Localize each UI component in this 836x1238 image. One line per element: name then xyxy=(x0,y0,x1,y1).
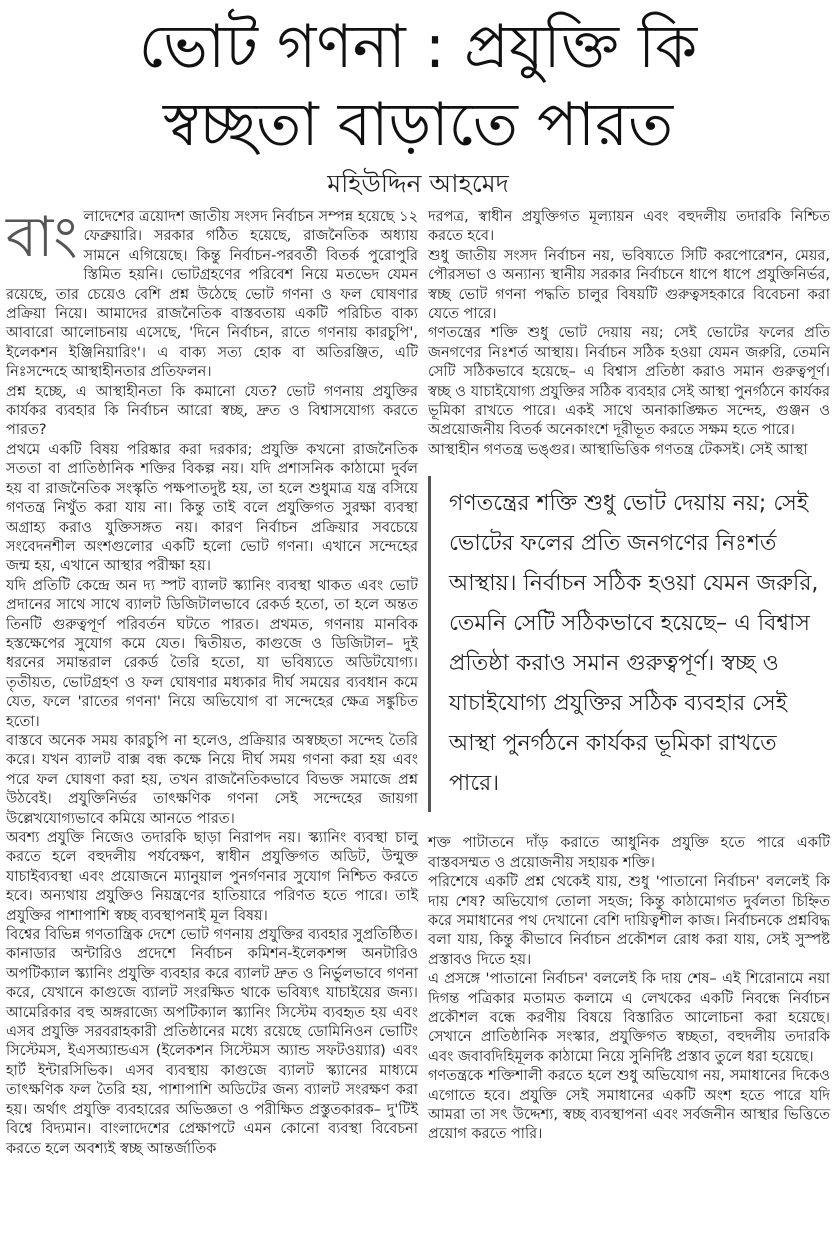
left-column xyxy=(6,205,418,1159)
paragraph: পরিশেষে একটি প্রশ্ন থেকেই যায়, শুধু 'পাতানো নির্বাচন' বললেই কি দায় শেষ? অভিযোগ তোলা সহজ; কিন্তু কাঠামোগত দুর্বলতা চিহ্নিত করে সমাধানের পথ দেখানো বেশি দায়িত্বশীল কাজ। নির্বাচনকে প্রশ্নবিদ্ধ বলা যায়, কিন্তু কীভাবে নির্বাচন প্রকৌশল রোধ করা যায়, সেই সুস্পষ্ট প্রস্তাবও দিতে হয়। xyxy=(428,874,830,968)
paragraph: গণতন্ত্রের শক্তি শুধু ভোট দেয়ায় নয়; সেই ভোটের ফলের প্রতি জনগণের নিঃশর্ত আস্থায়। নির্বাচন সঠিক হওয়া যেমন জরুরি, তেমনি সেটি সঠিকভাবে হয়েছে– এ বিশ্বাস প্রতিষ্ঠা করাও সমান গুরুত্বপূর্ণ। স্বচ্ছ ও যাচাইযোগ্য প্রযুক্তির সঠিক ব্যবহার সেই আস্থা পুনর্গঠনে কার্যকর ভূমিকা রাখতে পারে। একই সাথে অনাকাঙ্ক্ষিত সন্দেহ, গুঞ্জন ও অপ্রয়োজনীয় বিতর্ক অনেকাংশে দূরীভূত করতে সক্ষম হতে পারে। xyxy=(428,325,830,439)
paragraph: আস্থাহীন গণতন্ত্র ভঙ্গুর। আস্থাভিত্তিক গণতন্ত্র টেকসই। সেই আস্থা xyxy=(428,441,808,458)
paragraph-text: লাদেশের ত্রয়োদশ জাতীয় সংসদ নির্বাচন সম্পন্ন হয়েছে ১২ ফেব্রুয়ারি। সরকার গঠিত হয়েছে, রাজনৈতিক অধ্যায় সামনে এগিয়েছে। কিন্তু নির্বাচন-পরবর্তী বিতর্ক পুরোপুরি স্তিমিত হয়নি। ভোটগ্রহণের পরিবেশ নিয়ে মতভেদ যেমন রয়েছে, তার চেয়েও বেশি প্রশ্ন উঠেছে ভোট গণনা ও ফল ঘোষণার প্রক্রিয়া নিয়ে। আমাদের রাজনৈতিক বাস্তবতায় একটি পরিচিত বাক্য আবারো আলোচনায় এসেছে, 'দিনে নির্বাচন, রাতে গণনায় কারচুপি', ইলেকশন ইঞ্জিনিয়ারিং'। এ বাক্য সত্য হোক বা অতিরঞ্জিত, এটি নিঃসন্দেহে আস্থাহীনতার প্রতিফলন। xyxy=(6,209,418,381)
paragraph: দরপত্র, স্বাধীন প্রযুক্তিগত মূল্যায়ন এবং বহুদলীয় তদারকি নিশ্চিত করতে হবে। xyxy=(428,209,830,245)
right-column xyxy=(428,208,830,1145)
article-header xyxy=(0,0,836,200)
drop-cap: বাং xyxy=(6,205,78,270)
paragraph xyxy=(6,205,418,383)
paragraph: বাস্তবে অনেক সময় কারচুপি না হলেও, প্রক্রিয়ার অস্বচ্ছতা সন্দেহ তৈরি করে। যখন ব্যালট বাক্স বন্ধ কক্ষে নিয়ে দীর্ঘ সময় গণনা করা হয় এবং পরে ফল ঘোষণা করা হয়, তখন রাজনৈতিকভাবে বিভক্ত সমাজে প্রশ্ন উঠবেই। প্রযুক্তিনির্ভর তাৎক্ষণিক গণনা সেই সন্দেহের জায়গা উল্লেখযোগ্যভাবে কমিয়ে আনতে পারত। xyxy=(6,732,418,827)
author-byline: মহিউদ্দিন আহমেদ xyxy=(327,169,509,198)
paragraph: শুধু জাতীয় সংসদ নির্বাচন নয়, ভবিষ্যতে সিটি করপোরেশন, মেয়র, পৌরসভা ও অন্যান্য স্থানীয় সরকার নির্বাচনে ধাপে ধাপে প্রযুক্তিনির্ভর, স্বচ্ছ ভোট গণনা পদ্ধতি চালুর বিষয়টি গুরুত্বসহকারে বিবেচনা করা যেতে পারে। xyxy=(428,247,830,323)
paragraph: প্রশ্ন হচ্ছে, এ আস্থাহীনতা কি কমানো যেত? ভোট গণনায় প্রযুক্তির কার্যকর ব্যবহার কি নির্বাচন আরো স্বচ্ছ, দ্রুত ও বিশ্বাসযোগ্য করতে পারত? xyxy=(6,383,418,439)
paragraph: অবশ্য প্রযুক্তি নিজেও তদারকি ছাড়া নিরাপদ নয়। স্ক্যানিং ব্যবস্থা চালু করতে হলে বহুদলীয় পর্যবেক্ষণ, স্বাধীন প্রযুক্তিগত অডিট, উন্মুক্ত যাচাইব্যবস্থা এবং প্রয়োজনে ম্যানুয়াল পুনর্গণনার সুযোগ নিশ্চিত করতে হবে। অন্যথায় প্রযুক্তিও নিয়ন্ত্রণের হাতিয়ারে পরিণত হতে পারে। তাই প্রযুক্তির পাশাপাশি স্বচ্ছ ব্যবস্থাপনাই মূল বিষয়। xyxy=(6,830,418,924)
paragraph: এ প্রসঙ্গে 'পাতানো নির্বাচন' বললেই কি দায় শেষ– এই শিরোনামে নয়া দিগন্ত পত্রিকার মতামত কলামে এ লেখকের একটি নিবন্ধে নির্বাচন প্রকৌশল বন্ধে করণীয় বিষয়ে বিস্তারিত আলোচনা করা হয়েছে। সেখানে প্রাতিষ্ঠানিক সংস্কার, প্রযুক্তিগত স্বচ্ছতা, বহুদলীয় তদারকি এবং জবাবদিহিমূলক কাঠামো নিয়ে সুনির্দিষ্ট প্রস্তাব তুলে ধরা হয়েছে। xyxy=(428,971,830,1065)
headline-line-1: ভোট গণনা : প্রযুক্তি কি xyxy=(138,12,698,82)
right-column-top xyxy=(428,208,830,460)
right-column-bottom xyxy=(428,834,830,1145)
pull-quote: গণতন্ত্রের শক্তি শুধু ভোট দেয়ায় নয়; সেই ভোটের ফলের প্রতি জনগণের নিঃশর্ত আস্থায়। নির্বাচন সঠিক হওয়া যেমন জরুরি, তেমনি সেটি সঠিকভাবে হয়েছে– এ বিশ্বাস প্রতিষ্ঠা করাও সমান গুরুত্বপূর্ণ। স্বচ্ছ ও যাচাইযোগ্য প্রযুক্তির সঠিক ব্যবহার সেই আস্থা পুনর্গঠনে কার্যকর ভূমিকা রাখতে পারে। xyxy=(428,476,830,812)
paragraph: বিশ্বের বিভিন্ন গণতান্ত্রিক দেশে ভোট গণনায় প্রযুক্তির ব্যবহার সুপ্রতিষ্ঠিত। কানাডার অন্টারিও প্রদেশে নির্বাচন কমিশন-ইলেকশন্স অনটারিও অপটিক্যাল স্ক্যানিং প্রযুক্তি ব্যবহার করে ব্যালট দ্রুত ও নির্ভুলভাবে গণনা করে, যেখানে কাগুজে ব্যালট সংরক্ষিত থাকে ভবিষ্যৎ যাচাইয়ের জন্য। আমেরিকার বহু অঙ্গরাজ্যে অপটিক্যাল স্ক্যানিং সিস্টেম ব্যবহৃত হয় এবং এসব প্রযুক্তি সরবরাহকারী প্রতিষ্ঠানের মধ্যে রয়েছে ডোমিনিওন ভোটিং সিস্টেমস, ইএসঅ্যান্ডএস (ইলেকশন সিস্টেমস অ্যান্ড সফটওয়্যার) এবং হার্ট ইন্টারসিভিক। এসব ব্যবস্থায় কাগুজে ব্যালট স্ক্যানের মাধ্যমে তাৎক্ষণিক ফল তৈরি হয়, পাশাপাশি অডিটের জন্য ব্যালট সংরক্ষণ করা হয়। অর্থাৎ প্রযুক্তি ব্যবহারের অভিজ্ঞতা ও পরীক্ষিত প্রস্তুতকারক– দু'টিই বিশ্বে বিদ্যমান। বাংলাদেশের প্রেক্ষাপটে এমন কোনো ব্যবস্থা বিবেচনা করতে হলে অবশ্যই স্বচ্ছ আন্তর্জাতিক xyxy=(6,927,418,1157)
article-body xyxy=(0,205,836,1159)
paragraph: গণতন্ত্রকে শক্তিশালী করতে হলে শুধু অভিযোগ নয়, সমাধানের দিকেও এগোতে হবে। প্রযুক্তি সেই সমাধানের একটি অংশ হতে পারে যদি আমরা তা সৎ উদ্দেশ্য, স্বচ্ছ ব্যবস্থাপনা এবং সর্বজনীন আস্থার ভিত্তিতে প্রয়োগ করতে পারি। xyxy=(428,1068,830,1143)
paragraph: যদি প্রতিটি কেন্দ্রে অন দ্য স্পট ব্যালট স্ক্যানিং ব্যবস্থা থাকত এবং ভোট প্রদানের সাথে সাথে ব্যালট ডিজিটালভাবে রেকর্ড হতো, তা হলে অন্তত তিনটি গুরুত্বপূর্ণ পরিবর্তন ঘটতে পারত। প্রথমত, গণনায় মানবিক হস্তক্ষেপের সুযোগ কমে যেত। দ্বিতীয়ত, কাগুজে ও ডিজিটাল– দুই ধরনের সমান্তরাল রেকর্ড তৈরি হতো, যা ভবিষ্যতে অডিটযোগ্য। তৃতীয়ত, ভোটগ্রহণ ও ফল ঘোষণার মধ্যকার দীর্ঘ সময়ের ব্যবধান কমে যেত, ফলে 'রাতের গণনা' নিয়ে অভিযোগ বা সন্দেহের ক্ষেত্র সঙ্কুচিত হতো। xyxy=(6,577,418,730)
paragraph: প্রথমে একটি বিষয় পরিষ্কার করা দরকার; প্রযুক্তি কখনো রাজনৈতিক সততা বা প্রাতিষ্ঠানিক শক্তির বিকল্প নয়। যদি প্রশাসনিক কাঠামো দুর্বল হয় বা রাজনৈতিক সংস্কৃতি পক্ষপাতদুষ্ট হয়, তা হলে শুধুমাত্র যন্ত্র বসিয়ে গণতন্ত্র নিখুঁত করা যায় না। কিন্তু তাই বলে প্রযুক্তিগত সুরক্ষা ব্যবস্থা অগ্রাহ্য করাও যুক্তিসঙ্গত নয়। কারণ নির্বাচন প্রক্রিয়ার সবচেয়ে সংবেদনশীল অংশগুলোর একটি হলো ভোট গণনা। এখানে সন্দেহের জন্ম হয়, এখানে আস্থার পরীক্ষা হয়। xyxy=(6,441,418,575)
paragraph: শক্ত পাটাতনে দাঁড় করাতে আধুনিক প্রযুক্তি হতে পারে একটি বাস্তবসম্মত ও প্রয়োজনীয় সহায়ক শক্তি। xyxy=(428,835,830,871)
headline-line-2: স্বচ্ছতা বাড়াতে পারত xyxy=(162,90,674,160)
